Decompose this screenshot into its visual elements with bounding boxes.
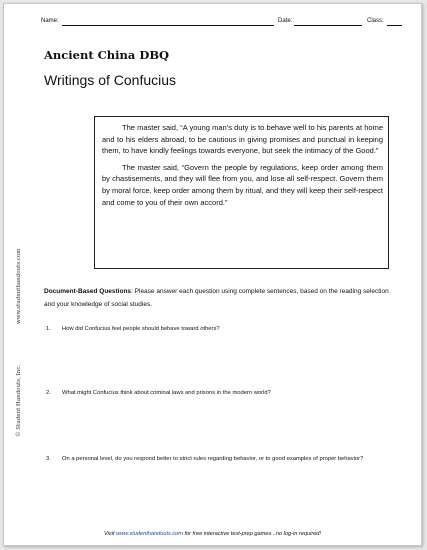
intro-heading: Document-Based Questions [44, 288, 132, 295]
question-number: 1. [46, 326, 51, 332]
quote-box [94, 116, 389, 269]
footer-promo [4, 531, 421, 537]
question-number: 3. [46, 456, 51, 462]
footer-prefix: Visit [104, 531, 117, 537]
worksheet-subtitle: Writings of Confucius [44, 72, 177, 88]
question-text: How did Confucius feel people should behave toward others? [62, 326, 220, 332]
class-blank-line [387, 25, 402, 26]
sidebar-copyright-text: © Student Handouts, Inc. [16, 364, 22, 437]
question-2 [46, 390, 271, 396]
date-label: Date: [278, 18, 293, 24]
question-number: 2. [46, 390, 51, 396]
worksheet-title: Ancient China DBQ [44, 48, 170, 62]
quote-paragraph-2: The master said, “Govern the people by regulations, keep order among them by chastisements, and they will flee from you, and lose all self-respect. Govern them by moral force, keep order among them by ritual, and they will keep their self-respect and come to you of their own accord.” [102, 162, 383, 207]
question-1 [46, 326, 220, 332]
sidebar-website-text: www.studenthandouts.com [16, 248, 22, 324]
class-label: Class: [367, 18, 384, 24]
questions-intro [44, 286, 394, 311]
intro-text: : Please answer each question using complete sentences, based on the reading selection and your knowledge of social studies. [44, 288, 389, 308]
sidebar-copyright [16, 364, 26, 537]
name-label: Name: [41, 18, 59, 24]
question-text: What might Confucius think about criminal laws and prisons in the modern world? [62, 390, 271, 396]
question-3 [46, 456, 363, 462]
name-blank-line [62, 25, 274, 26]
worksheet-page [3, 3, 422, 546]
question-text: On a personal level, do you respond better to strict rules regarding behavior, or to good examples of proper behavior? [62, 456, 364, 462]
footer-suffix: for free interactive test-prep games...no log-in required! [182, 531, 321, 537]
footer-link[interactable]: www.studenthandouts.com [116, 531, 183, 537]
date-blank-line [294, 25, 362, 26]
quote-paragraph-1: The master said, “A young man’s duty is to behave well to his parents at home and to his elders abroad, to be cautious in giving promises and punctual in keeping them, to have kindly feelings towards everyone, but seek the intimacy of the Good.” [102, 123, 383, 156]
